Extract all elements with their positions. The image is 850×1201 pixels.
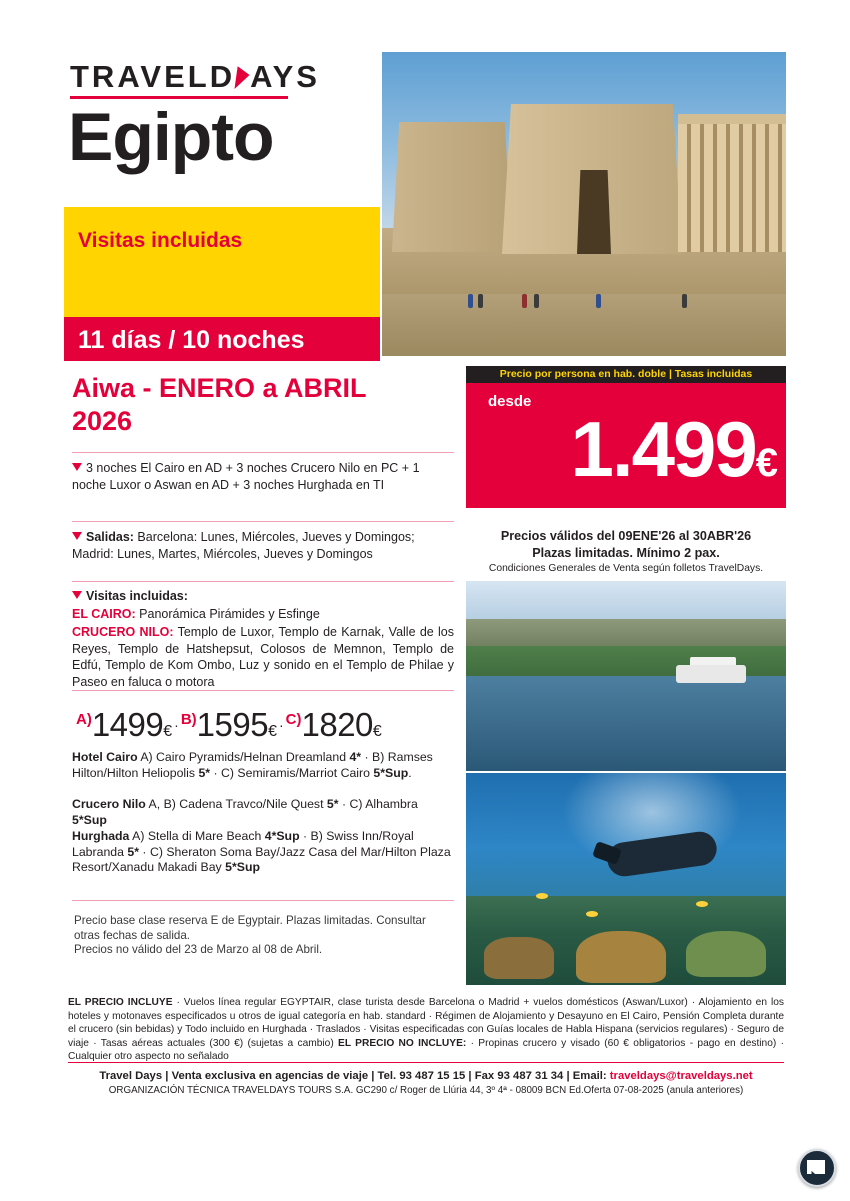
price-main-amount: 1.499 xyxy=(570,405,756,493)
duration-banner-label: 11 días / 10 noches xyxy=(78,326,305,354)
hotel-hurghada-detail: A) Stella di Mare Beach xyxy=(129,829,265,843)
hotel-hurghada-cat2: 5* xyxy=(127,844,140,859)
hotel-cairo-cat1: 4* xyxy=(349,750,362,764)
nile-cruise-boat xyxy=(676,665,746,683)
hotel-cruise-name: Crucero Nilo xyxy=(72,797,146,811)
yellow-banner-label: Visitas incluidas xyxy=(78,229,243,252)
includes-block xyxy=(68,996,784,1064)
logo-d-text: D xyxy=(209,59,236,94)
note-2: Precios no válido del 23 de Marzo al 08 de Abril. xyxy=(74,943,323,956)
itinerary-text: 3 noches El Cairo en AD + 3 noches Crucero Nilo en PC + 1 noche Luxor o Aswan en AD + 3 noches Hurghada en TI xyxy=(72,461,420,492)
triangle-bullet-icon xyxy=(72,532,82,540)
validity-line-1: Precios válidos del 09ENE'26 al 30ABR'26 xyxy=(500,529,752,543)
hotel-cairo-name: Hotel Cairo xyxy=(72,750,138,764)
brand-logo xyxy=(70,60,370,94)
price-option-c-letter: C) xyxy=(285,711,302,728)
reef-diving-image xyxy=(466,773,786,985)
validity-line-2: Plazas limitadas. Mínimo 2 pax. xyxy=(532,546,720,560)
hero-temple-image xyxy=(382,52,786,356)
hotel-cairo-row xyxy=(72,750,454,781)
price-box xyxy=(466,383,786,508)
divider-5 xyxy=(72,900,454,901)
validity-block xyxy=(466,528,786,562)
visit-cruise-text: Templo de Luxor, Templo de Karnak, Valle de los Reyes, Templo de Hatshepsut, Colosos de Memnon, Templo de Edfú, Templo de Kom Ombo, Luz y sonido en el Templo de Philae y Paseo en faluca o motora xyxy=(72,625,454,689)
footer-legal: ORGANIZACIÓN TÉCNICA TRAVELDAYS TOURS S.A. GC290 c/ Roger de Llúria 44, 3º 4ª - 08009 BCN Ed.Oferta 07-08-2025 (anula anteriores) xyxy=(108,1085,744,1096)
logo-wordmark xyxy=(70,60,370,94)
price-option-c-amount: 1820 xyxy=(301,706,373,743)
nile-water xyxy=(466,676,786,771)
price-option-b-letter: B) xyxy=(180,711,197,728)
offer-subtitle: Aiwa - ENERO a ABRIL 2026 xyxy=(72,373,367,436)
visit-cairo-row xyxy=(72,606,454,623)
price-options-row: A)1499€ · B)1595€ · C)1820€ xyxy=(76,706,382,743)
hotel-cruise-mid: · C) Alhambra xyxy=(338,797,418,811)
hotel-cairo-end: . xyxy=(408,765,412,780)
price-option-a-amount: 1499 xyxy=(91,706,164,743)
hotel-cairo-detail: A) Cairo Pyramids/Helnan Dreamland xyxy=(137,750,350,764)
reef-fish-3 xyxy=(696,901,708,907)
includes-title: EL PRECIO INCLUYE xyxy=(68,997,173,1008)
hotel-hurghada-tail: · C) Sheraton Soma Bay/Jazz Casa del Mar/Hilton Plaza Resort/Xanadu Makadi Bay xyxy=(72,844,451,874)
yellow-banner xyxy=(64,207,380,317)
reef-fish-1 xyxy=(536,893,548,899)
divider-4 xyxy=(72,690,454,691)
hotel-hurghada-row xyxy=(72,829,454,876)
hero-people xyxy=(382,294,786,310)
hero-temple-door xyxy=(577,170,611,254)
visits-title: Visitas incluidas: xyxy=(86,589,188,603)
divider-3 xyxy=(72,581,454,582)
hotel-hurghada-cat1: 4*Sup xyxy=(264,829,300,843)
footer-company: Travel Days xyxy=(99,1070,163,1082)
page-title: Egipto xyxy=(68,99,274,175)
excludes-title: EL PRECIO NO INCLUYE: xyxy=(338,1037,467,1049)
footer-contact xyxy=(68,1070,784,1082)
excludes-body: · Propinas crucero y visado (60 € obligatorios - pago en destino) · Cualquier otro aspecto no señalado xyxy=(68,1037,784,1063)
footer-phone: 93 487 15 15 xyxy=(399,1070,466,1082)
nile-river-image xyxy=(466,581,786,771)
logo-ays-text: AYS xyxy=(250,59,320,94)
price-option-c-currency: € xyxy=(372,723,382,740)
price-main-currency: € xyxy=(755,441,776,485)
hotel-hurghada-mid: · B) Swiss Inn/Royal Labranda xyxy=(72,829,414,859)
price-option-a-letter: A) xyxy=(76,711,92,728)
hotel-cairo-cat3: 5*Sup xyxy=(373,765,409,780)
visit-cairo-text: Panorámica Pirámides y Esfinge xyxy=(139,607,320,621)
departures-row xyxy=(72,529,454,562)
divider-1 xyxy=(72,452,454,453)
visit-cruise-row xyxy=(72,624,454,690)
note-1: Precio base clase reserva E de Egyptair. Plazas limitadas. Consultar otras fechas de salida. xyxy=(74,914,426,942)
visits-title-row xyxy=(72,588,454,605)
footer-line1-part2: | Fax 93 487 31 34 | Email: xyxy=(465,1070,610,1082)
footer-line1-part1: | Venta exclusiva en agencias de viaje | Tel. xyxy=(162,1070,400,1082)
conditions-note: Condiciones Generales de Venta según folletos TravelDays. xyxy=(488,563,764,574)
logo-triangle-icon xyxy=(235,66,251,91)
hotel-cairo-tail: · C) Semiramis/Marriot Cairo xyxy=(210,765,374,780)
hotel-hurghada-name: Hurghada xyxy=(72,829,130,843)
price-from-label: desde xyxy=(488,393,532,410)
hero-temple-left xyxy=(392,122,512,252)
departures-label: Salidas: xyxy=(86,530,134,544)
hotel-cairo-cat2: 5* xyxy=(198,765,211,780)
logo-travel-text: TRAVEL xyxy=(70,59,210,94)
chat-bubble-icon[interactable] xyxy=(798,1149,836,1187)
duration-banner xyxy=(64,317,380,361)
footer-divider xyxy=(68,1062,784,1063)
itinerary-row xyxy=(72,460,454,493)
divider-2 xyxy=(72,521,454,522)
reef-coral-2 xyxy=(576,931,666,983)
hotel-cruise-cat2: 5*Sup xyxy=(72,812,107,827)
hotel-hurghada-cat3: 5*Sup xyxy=(225,860,260,874)
price-option-b-amount: 1595 xyxy=(196,706,269,743)
reef-fish-2 xyxy=(586,911,598,917)
includes-body: · Vuelos línea regular EGYPTAIR, clase turista desde Barcelona o Madrid + vuelos domésticos (Aswan/Luxor) · Alojamiento en los hoteles y motonaves especificados u otros de igual categoría en hab. standard · Régimen de Alojamiento y Desayuno en El Cairo, Pensión Completa durante el crucero (sin bebidas) y Todo incluido en Hurghada · Traslados · Visitas especificadas con Guías locales de Habla Hispana (servicios regulares) · Seguro de viaje · Tasas aéreas actuales (300 €) (sujetas a cambio) xyxy=(68,997,784,1049)
triangle-bullet-icon xyxy=(72,591,82,599)
departures-text: Barcelona: Lunes, Miércoles, Jueves y Domingos; Madrid: Lunes, Martes, Miércoles, Jueves y Domingos xyxy=(72,530,415,561)
triangle-bullet-icon xyxy=(72,463,82,471)
hotel-cairo-mid: · B) Ramses Hilton/Hilton Heliopolis xyxy=(72,750,433,780)
hero-colonnade xyxy=(678,124,786,252)
hotel-cruise-cat1: 5* xyxy=(326,797,339,811)
chat-bubble-glyph xyxy=(807,1160,825,1174)
reef-coral-3 xyxy=(686,931,766,977)
hotel-cruise-row xyxy=(72,797,454,828)
price-box-header: Precio por persona en hab. doble | Tasas incluidas xyxy=(466,366,786,383)
footer-email[interactable]: traveldays@traveldays.net xyxy=(609,1070,753,1082)
hotel-cruise-detail: A, B) Cadena Travco/Nile Quest xyxy=(145,797,327,811)
visit-cruise-label: CRUCERO NILO: xyxy=(72,625,174,639)
price-option-a-currency: € xyxy=(163,723,173,740)
price-main xyxy=(466,405,786,507)
visit-cairo-label: EL CAIRO: xyxy=(72,607,136,621)
reef-coral-1 xyxy=(484,937,554,979)
price-option-b-currency: € xyxy=(268,723,277,740)
